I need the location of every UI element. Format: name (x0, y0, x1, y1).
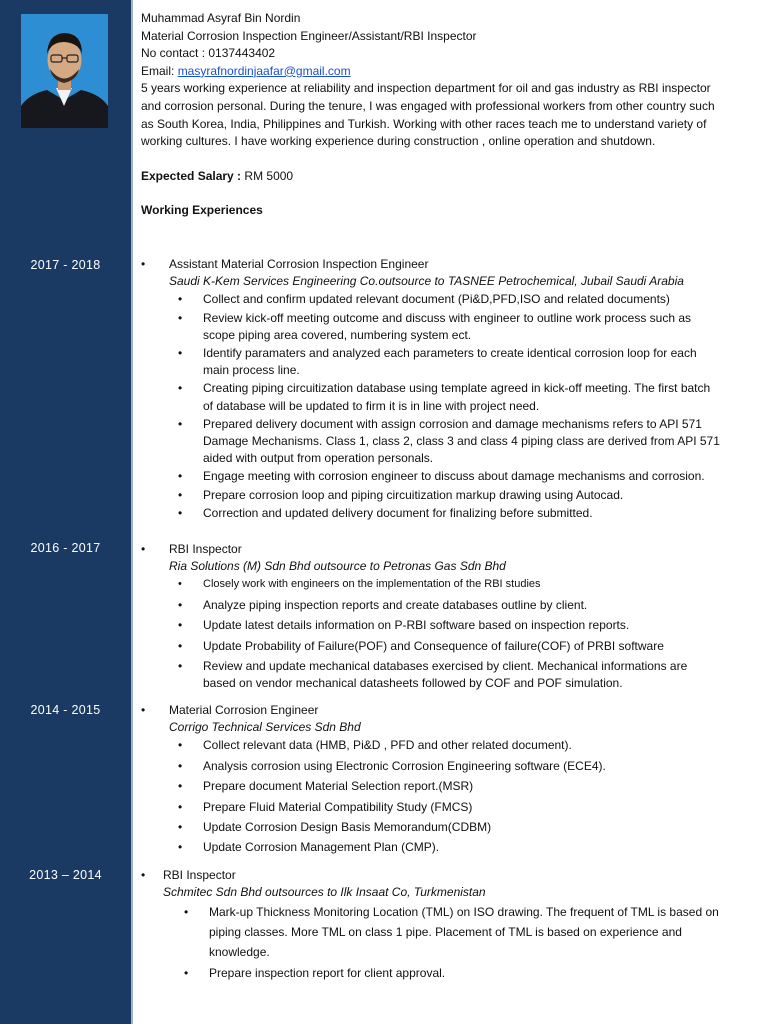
duty-item: • Update Corrosion Management Plan (CMP). (141, 839, 721, 856)
duty-item: • Review and update mechanical databases exercised by client. Mechanical informations are based on vendor mechanical datasheets followed by COF and POF simulation. (141, 658, 721, 692)
job-title: RBI Inspector (169, 542, 242, 556)
duty-item: • Closely work with engineers on the implementation of the RBI studies (141, 576, 721, 593)
job-entry-2 (141, 541, 721, 696)
job-company: Corrigo Technical Services Sdn Bhd (169, 720, 361, 735)
profile-header (141, 10, 716, 220)
duty-item: • Prepared delivery document with assign corrosion and damage mechanisms refers to API 571 Damage Mechanisms. Class 1, class 2, class 3 and class 4 piping class are derived from API 571 aided with output from operation personals. (141, 416, 721, 468)
duty-item: • Identify paramaters and analyzed each parameters to create identical corrosion loop for each main process line. (141, 345, 721, 379)
duty-item: • Collect relevant data (HMB, Pi&D , PFD and other related document). (141, 737, 721, 754)
duty-item: • Mark-up Thickness Monitoring Location (TML) on ISO drawing. The frequent of TML is based on piping classes. More TML on class 1 pipe. Placement of TML is based on experience and knowledge. (141, 902, 721, 962)
candidate-name: Muhammad Asyraf Bin Nordin (141, 11, 301, 25)
job-duties (141, 291, 721, 522)
job-entry-1 (141, 256, 721, 523)
job-title: Material Corrosion Engineer (169, 703, 319, 717)
email-link[interactable]: masyrafnordinjaafar@gmail.com (177, 63, 351, 78)
candidate-position: Material Corrosion Inspection Engineer/Assistant/RBI Inspector (141, 28, 477, 43)
job-years-3: 2014 - 2015 (30, 703, 101, 717)
job-company: Schmitec Sdn Bhd outsources to Ilk Insaat Co, Turkmenistan (163, 885, 486, 900)
duty-item: • Update Corrosion Design Basis Memorandum(CDBM) (141, 819, 721, 836)
profile-photo (21, 14, 108, 128)
job-duties (141, 576, 721, 692)
expected-salary (141, 168, 716, 186)
job-duties (141, 902, 721, 983)
job-title: RBI Inspector (163, 868, 236, 882)
contact-number: No contact : 0137443402 (141, 46, 276, 61)
salary-value: RM 5000 (244, 168, 294, 183)
profile-summary: 5 years working experience at reliability and inspection department for oil and gas industry as RBI inspector and corrosion personal. During the tenure, I was engaged with professional workers from other country such as South Korea, India, Philippines and Turkish. Working with other races teach me to understand variety of working cultures. I have working experience during construction , online operation and shutdown. (141, 81, 715, 149)
salary-label: Expected Salary : (141, 168, 242, 183)
job-title: Assistant Material Corrosion Inspection Engineer (169, 257, 429, 271)
job-years-2: 2016 - 2017 (30, 541, 101, 555)
job-years-1: 2017 - 2018 (30, 258, 101, 272)
section-heading: Working Experiences (141, 203, 263, 218)
job-entry-3 (141, 702, 721, 860)
duty-item: • Correction and updated delivery document for finalizing before submitted. (141, 505, 721, 522)
timeline-sidebar (0, 0, 133, 1024)
duty-item: • Engage meeting with corrosion engineer to discuss about damage mechanisms and corrosion. (141, 468, 721, 485)
duty-item: • Prepare document Material Selection report.(MSR) (141, 778, 721, 795)
job-company: Saudi K-Kem Services Engineering Co.outsource to TASNEE Petrochemical, Jubail Saudi Arabia (169, 274, 684, 289)
job-bullet: • (141, 257, 146, 271)
job-company: Ria Solutions (M) Sdn Bhd outsource to Petronas Gas Sdn Bhd (169, 559, 506, 574)
duty-item: • Review kick-off meeting outcome and discuss with engineer to outline work process such as scope piping area covered, numbering system ect. (141, 310, 721, 344)
duty-item: • Prepare inspection report for client approval. (141, 963, 721, 983)
duty-item: • Collect and confirm updated relevant document (Pi&D,PFD,ISO and related documents) (141, 291, 721, 308)
job-entry-4 (141, 867, 721, 984)
job-years-4: 2013 – 2014 (29, 868, 102, 882)
person-photo-illustration (21, 14, 108, 128)
duty-item: • Creating piping circuitization database using template agreed in kick-off meeting. The first batch of database will be updated to firm it is in line with project need. (141, 380, 721, 414)
email-row (141, 63, 716, 81)
duty-item: • Update Probability of Failure(POF) and Consequence of failure(COF) of PRBI software (141, 638, 721, 655)
job-duties (141, 737, 721, 856)
duty-item: • Update latest details information on P-RBI software based on inspection reports. (141, 617, 721, 634)
email-label: Email: (141, 63, 175, 78)
duty-item: • Prepare Fluid Material Compatibility Study (FMCS) (141, 799, 721, 816)
duty-item: • Analysis corrosion using Electronic Corrosion Engineering software (ECE4). (141, 758, 721, 775)
duty-item: • Prepare corrosion loop and piping circuitization markup drawing using Autocad. (141, 487, 721, 504)
job-bullet: • (141, 703, 146, 717)
duty-item: • Analyze piping inspection reports and create databases outline by client. (141, 597, 721, 614)
job-bullet: • (141, 868, 146, 882)
job-bullet: • (141, 542, 146, 556)
